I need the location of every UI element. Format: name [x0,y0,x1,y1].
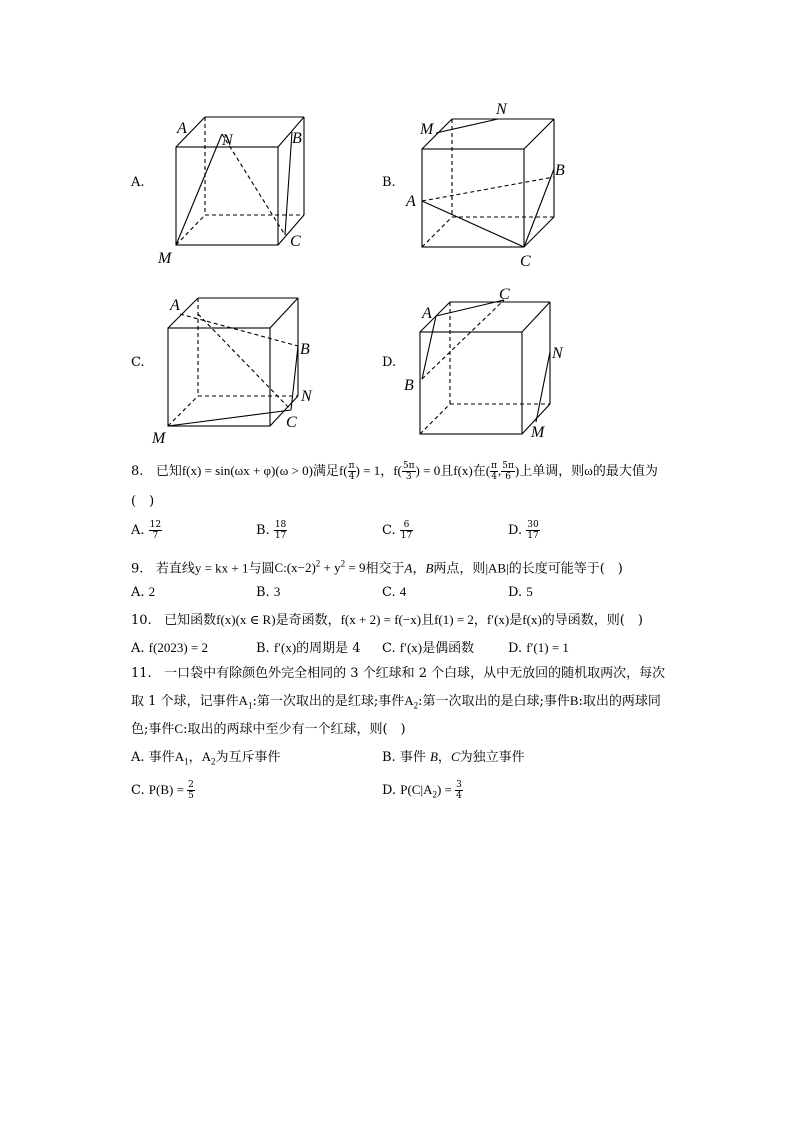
question-8-option-d[interactable]: D. $\frac{30}{17}$ [508,520,539,541]
figure-c-point-n: N [301,388,312,405]
question-10-option-a[interactable]: A. f(2023) = 2 [131,640,208,656]
question-10-number: 10. [131,613,152,628]
figure-c-point-m: M [152,430,166,447]
question-8-option-c[interactable]: C. $\frac{6}{17}$ [382,520,413,541]
question-9-option-d[interactable]: D. 5 [508,584,533,600]
question-11-number: 11. [131,666,152,681]
question-10-option-d[interactable]: D. f′(1) = 1 [508,640,569,656]
question-8-option-a[interactable]: A. $\frac{12}{7}$ [131,520,162,541]
fraction-5pi-over-3: $\frac{5\pi}{3}$ [402,461,415,482]
question-8-number: 8. [131,464,144,479]
figure-c-option-label: C. [131,355,145,370]
figure-a-cube-diagram [150,100,320,272]
question-11-stem-line-1: 11. 一口袋中有除颜色外完全相同的 3 个红球和 2 个白球，从中无放回的随机取两次，每次 [131,666,666,681]
figure-a-point-n: N [222,132,233,149]
interval-right-fraction: $\frac{5\pi}{6}$ [502,461,514,482]
figure-a-option-label: A. [131,175,145,190]
figure-d-cube-diagram [400,282,580,442]
figure-a-point-m: M [158,250,172,267]
question-8-function: f(x) = sin(ωx + φ)(ω > 0) [181,463,313,478]
figure-b-point-a: A [406,193,416,210]
figure-d-point-a: A [422,305,432,322]
question-10-stem: 10. 已知函数f(x)(x ∈ R)是奇函数，f(x + 2) = f(−x)且f(1) = 2，f′(x)是f(x)的导函数，则( ) [131,612,643,628]
question-11-option-a[interactable]: A. 事件$A_1$，$A_2$为互斥事件 [131,749,281,767]
question-9-stem: 9. 若直线y = kx + 1与圆$C:(x-2)^2 + y^2 = 9$相交于A，B两点，则|AB|的长度可能等于( ) [131,559,623,577]
figure-a-point-b: B [292,130,302,147]
question-11-option-b[interactable]: B. 事件 B，C为独立事件 [382,749,525,765]
question-11-stem-line-3: 色;事件C:取出的两球中至少有一个红球，则( ) [131,721,406,737]
interval-left-fraction: $\frac{\pi}{4}$ [491,461,498,482]
figure-c-point-b: B [300,341,310,358]
figure-d-point-m: M [531,424,545,441]
question-8-answer-paren: ( ) [131,494,155,509]
figure-b-point-c: C [520,253,531,270]
figure-b-point-m: M [420,121,434,138]
question-9-option-a[interactable]: A. 2 [131,584,156,600]
question-8-stem: 8. 已知f(x) = sin(ωx + φ)(ω > 0)满足f( $\frac{\pi}{4}$ ) = 1，f( $\frac{5\pi}{3}$ ) = 0且f(x)在( $\frac{\pi}{4}$ , $\frac{5\pi}{6}$ )上单调，则ω的最大值为 [131,461,658,482]
figure-d-point-c: C [499,286,510,303]
figure-d-point-b: B [404,377,414,394]
question-9-option-b[interactable]: B. 3 [256,584,281,600]
figure-a-point-c: C [290,233,301,250]
figure-b-option-label: B. [382,175,396,190]
figure-c-cube-diagram [150,290,325,450]
figure-b-point-n: N [496,101,507,118]
question-11-stem-line-2: 取 1 个球，记事件$A_1$:第一次取出的是红球;事件$A_2$:第一次取出的是白球;事件B:取出的两球同 [131,693,661,711]
figure-c-point-a: A [170,297,180,314]
figure-c-point-c: C [286,414,297,431]
question-8-text: 已知 [155,464,182,479]
figure-b-point-b: B [555,162,565,179]
question-8-option-b[interactable]: B. $\frac{18}{17}$ [256,520,287,541]
question-9-number: 9. [131,561,144,577]
question-9-option-c[interactable]: C. 4 [382,584,407,600]
question-11-option-c[interactable]: C. P(B) = $\frac{2}{5}$ [131,780,194,801]
fraction-pi-over-4: $\frac{\pi}{4}$ [348,461,355,482]
figure-d-point-n: N [552,345,563,362]
figure-b-cube-diagram [400,95,580,270]
question-11-option-d[interactable]: D. $P(C|A_2)$ = $\frac{3}{4}$ [382,780,462,801]
figure-a-point-a: A [177,120,187,137]
circle-equation: $C:(x-2)^2 + y^2 = 9$ [274,559,366,576]
question-10-option-c[interactable]: C. f′(x)是偶函数 [382,640,475,656]
figure-d-option-label: D. [382,355,397,370]
question-10-option-b[interactable]: B. f′(x)的周期是 4 [256,640,361,656]
line-equation: y = kx + 1 [194,560,249,576]
